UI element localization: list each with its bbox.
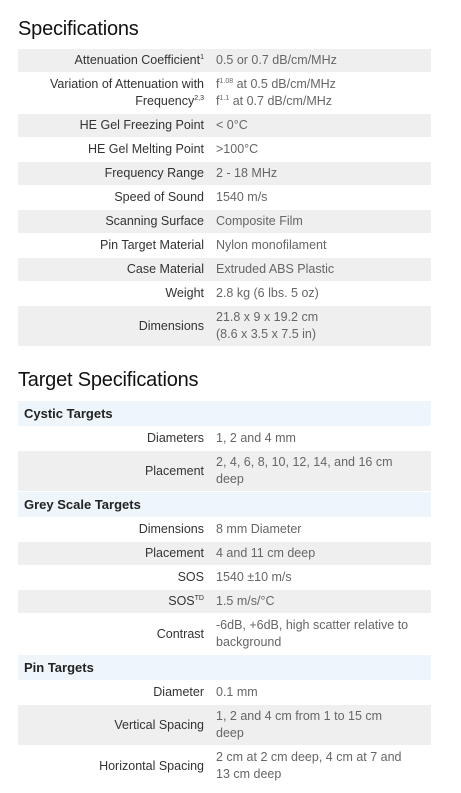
spec-label: Weight: [18, 282, 210, 306]
spec-value: 2, 4, 6, 8, 10, 12, 14, and 16 cm deep: [210, 451, 431, 492]
spec-value: 4 and 11 cm deep: [210, 542, 431, 566]
group-heading-pin: Pin Targets: [18, 655, 431, 681]
spec-label: Pin Target Material: [18, 234, 210, 258]
spec-label: Placement: [18, 451, 210, 492]
spec-label: Dimensions: [18, 518, 210, 542]
spec-label: Case Material: [18, 258, 210, 282]
spec-label: SOS: [18, 566, 210, 590]
spec-label: Vertical Spacing: [18, 705, 210, 746]
spec-row: [18, 186, 431, 210]
spec-value: -6dB, +6dB, high scatter relative to background: [210, 614, 431, 655]
spec-value: $f^{1.08}$ at 0.5 dB/cm/MHz $f^{1.1}$ at 0.7 dB/cm/MHz: [210, 73, 431, 114]
spec-label: Horizontal Spacing: [18, 746, 210, 787]
spec-value: Nylon monofilament: [210, 234, 431, 258]
target-specifications-title: Target Specifications: [18, 369, 199, 391]
spec-row: [18, 73, 431, 114]
spec-value: 1.5 m/s/°C: [210, 590, 431, 614]
spec-row: [18, 518, 431, 542]
spec-label: Attenuation Coefficient$^1$: [18, 49, 210, 73]
spec-value: 2 cm at 2 cm deep, 4 cm at 7 and 13 cm deep: [210, 746, 431, 787]
spec-row: [18, 210, 431, 234]
spec-label: $SOS^{TD}$: [18, 590, 210, 614]
spec-row: [18, 590, 431, 614]
spec-value: Composite Film: [210, 210, 431, 234]
spec-label: HE Gel Freezing Point: [18, 114, 210, 138]
spec-value: 1540 ±10 m/s: [210, 566, 431, 590]
spec-label: Dimensions: [18, 306, 210, 347]
spec-row: [18, 614, 431, 655]
spec-row: [18, 234, 431, 258]
spec-value: 8 mm Diameter: [210, 518, 431, 542]
spec-row: [18, 566, 431, 590]
group-heading-cystic: Cystic Targets: [18, 401, 431, 427]
spec-row: [18, 306, 431, 347]
spec-label: Speed of Sound: [18, 186, 210, 210]
spec-value: 2.8 kg (6 lbs. 5 oz): [210, 282, 431, 306]
spec-row: [18, 138, 431, 162]
spec-value: >100°C: [210, 138, 431, 162]
spec-label: Scanning Surface: [18, 210, 210, 234]
spec-value: < 0°C: [210, 114, 431, 138]
spec-row: [18, 258, 431, 282]
specifications-table: [18, 49, 431, 347]
spec-row: [18, 49, 431, 73]
spec-value: 1540 m/s: [210, 186, 431, 210]
group-header: [18, 655, 431, 681]
group-header: [18, 492, 431, 518]
spec-row: [18, 451, 431, 492]
spec-label: Variation of Attenuation with Frequency$^{2,3}$: [18, 73, 210, 114]
spec-row: [18, 162, 431, 186]
spec-row: [18, 705, 431, 746]
spec-row: [18, 542, 431, 566]
spec-label: Diameter: [18, 681, 210, 705]
spec-value: 21.8 x 9 x 19.2 cm (8.6 x 3.5 x 7.5 in): [210, 306, 431, 347]
spec-row: [18, 681, 431, 705]
spec-label: Placement: [18, 542, 210, 566]
spec-value: 1, 2 and 4 mm: [210, 427, 431, 451]
spec-row: [18, 114, 431, 138]
specifications-title: Specifications: [18, 18, 139, 40]
group-header: [18, 401, 431, 427]
target-specifications-table: [18, 401, 431, 787]
spec-row: [18, 427, 431, 451]
spec-label: HE Gel Melting Point: [18, 138, 210, 162]
spec-value: 2 - 18 MHz: [210, 162, 431, 186]
spec-value: 1, 2 and 4 cm from 1 to 15 cm deep: [210, 705, 431, 746]
spec-row: [18, 746, 431, 787]
spec-value: 0.1 mm: [210, 681, 431, 705]
spec-row: [18, 282, 431, 306]
spec-value: 0.5 or 0.7 dB/cm/MHz: [210, 49, 431, 73]
group-heading-grey-scale: Grey Scale Targets: [18, 492, 431, 518]
spec-label: Contrast: [18, 614, 210, 655]
spec-label: Frequency Range: [18, 162, 210, 186]
spec-label: Diameters: [18, 427, 210, 451]
spec-value: Extruded ABS Plastic: [210, 258, 431, 282]
